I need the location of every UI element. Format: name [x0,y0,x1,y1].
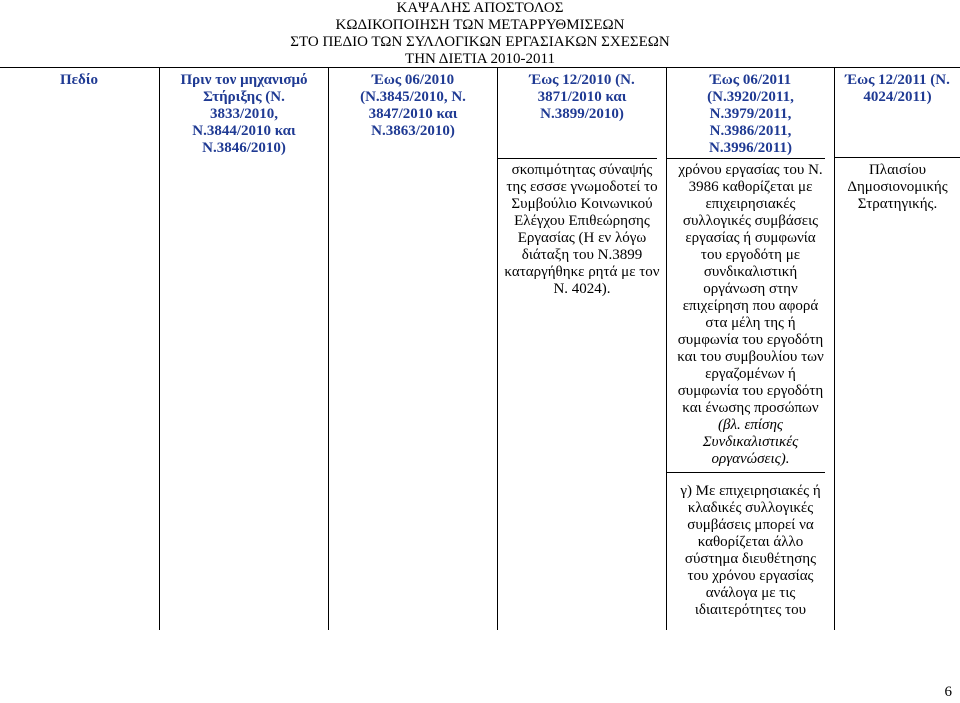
column-header-before-mechanism: Πριν τον μηχανισμό Στήριξης (Ν. 3833/2010, Ν.3844/2010 και Ν.3846/2010) [180,72,308,156]
column-header-until-12-2011: Έως 12/2011 (Ν. 4024/2011) [845,72,950,105]
col6-row-divider [834,157,960,158]
col4-row-divider [497,158,657,159]
table-top-border [0,67,960,68]
col5-body-text-2: γ) Με επιχειρησιακές ή κλαδικές συλλογικές συμβάσεις μπορεί να καθορίζεται άλλο σύστημα διευθέτησης του χρόνου εργασίας ανάλογα με τις ιδιαιτερότητες του [680,483,821,618]
col-divider-3 [497,67,498,630]
column-header-until-06-2010: Έως 06/2010 (Ν.3845/2010, Ν. 3847/2010 και Ν.3863/2010) [360,72,466,139]
header-title-line-3: ΤΗΝ ΔΙΕΤΙΑ 2010-2011 [405,51,555,67]
page-number: 6 [944,684,952,700]
col5-row-divider [666,158,825,159]
header-title-line-2: ΣΤΟ ΠΕΔΙΟ ΤΩΝ ΣΥΛΛΟΓΙΚΩΝ ΕΡΓΑΣΙΑΚΩΝ ΣΧΕΣΕΩΝ [290,34,670,50]
column-header-until-12-2010: Έως 12/2010 (Ν. 3871/2010 και Ν.3899/2010) [529,72,635,122]
col6-body-text: Πλαισίου Δημοσιονομικής Στρατηγικής. [847,162,948,212]
header-title-line-1: ΚΩΔΙΚΟΠΟΙΗΣΗ ΤΩΝ ΜΕΤΑΡΡΥΘΜΙΣΕΩΝ [335,17,625,33]
col5-row-divider-2 [666,472,825,473]
column-header-field: Πεδίο [59,72,98,88]
col5-body-text: χρόνου εργασίας του Ν. 3986 καθορίζεται με επιχειρησιακές συλλογικές συμβάσεις εργασίας ή συμφωνία του εργοδότη με συνδικαλιστική οργάνωση στην επιχείρηση που αφορά στα μέλη της ή συμφωνία του εργοδότη και του συμβουλίου των εργαζομένων ή συμφωνία του εργοδότη και ένωσης προσώπων (βλ. επίσης Συνδικαλιστικές οργανώσεις). [677,162,824,467]
col4-body-text: σκοπιμότητας σύναψής της εσσσε γνωμοδοτεί το Συμβούλιο Κοινωνικού Ελέγχου Επιθεώρησης Εργασίας (Η εν λόγω διάταξη του Ν.3899 καταργήθηκε ρητά με τον Ν. 4024). [504,162,660,297]
document-header [0,0,960,68]
column-header-until-06-2011: Έως 06/2011 (Ν.3920/2011, Ν.3979/2011, Ν.3986/2011, Ν.3996/2011) [707,72,794,156]
header-author: ΚΑΨΑΛΗΣ ΑΠΟΣΤΟΛΟΣ [396,0,564,16]
col-divider-2 [328,67,329,630]
col-divider-5 [834,67,835,630]
